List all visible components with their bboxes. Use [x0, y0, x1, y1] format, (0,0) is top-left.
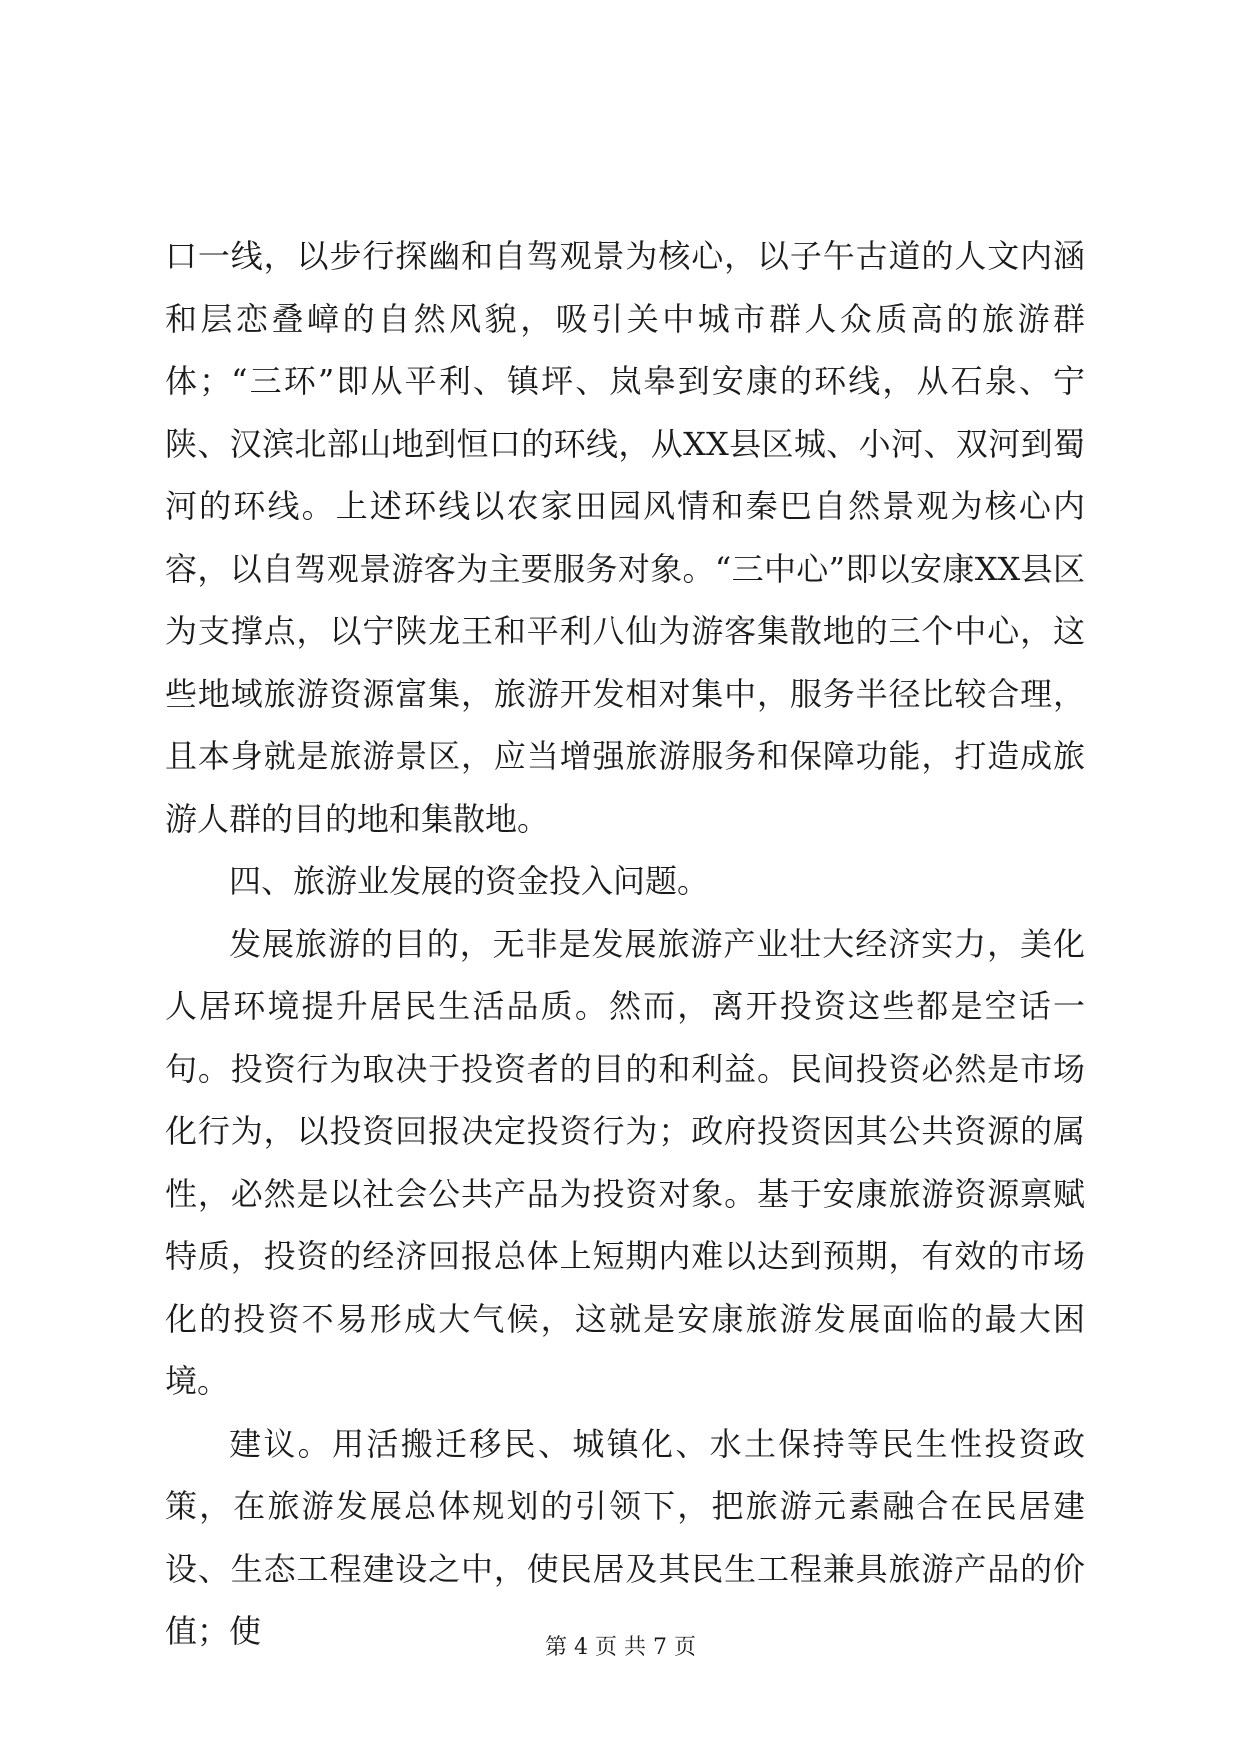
- paragraph-1: 口一线，以步行探幽和自驾观景为核心，以子午古道的人文内涵和层恋叠嶂的自然风貌，吸引关中城市群人众质高的旅游群体；“三环”即从平利、镇坪、岚皋到安康的环线，从石泉、宁陕、汉滨北部山地到恒口的环线，从XX县区城、小河、双河到蜀河的环线。上述环线以农家田园风情和秦巴自然景观为核心内容，以自驾观景游客为主要服务对象。“三中心”即以安康XX县区为支撑点，以宁陕龙王和平利八仙为游客集散地的三个中心，这些地域旅游资源富集，旅游开发相对集中，服务半径比较合理，且本身就是旅游景区，应当增强旅游服务和保障功能，打造成旅游人群的目的地和集散地。: [165, 237, 1085, 838]
- section-heading-4: 四、旅游业发展的资金投入问题。: [229, 862, 710, 900]
- paragraph-3: 发展旅游的目的，无非是发展旅游产业壮大经济实力，美化人居环境提升居民生活品质。然而，离开投资这些都是空话一句。投资行为取决于投资者的目的和利益。民间投资必然是市场化行为，以投资回报决定投资行为；政府投资因其公共资源的属性，必然是以社会公共产品为投资对象。基于安康旅游资源禀赋特质，投资的经济回报总体上短期内难以达到预期，有效的市场化的投资不易形成大气候，这就是安康旅游发展面临的最大困境。: [165, 924, 1085, 1400]
- document-body: [165, 225, 1085, 1663]
- page-number-footer: 第 4 页 共 7 页: [545, 1635, 696, 1660]
- paragraph-4: 建议。用活搬迁移民、城镇化、水土保持等民生性投资政策，在旅游发展总体规划的引领下，把旅游元素融合在民居建设、生态工程建设之中，使民居及其民生工程兼具旅游产品的价值；使: [165, 1424, 1085, 1650]
